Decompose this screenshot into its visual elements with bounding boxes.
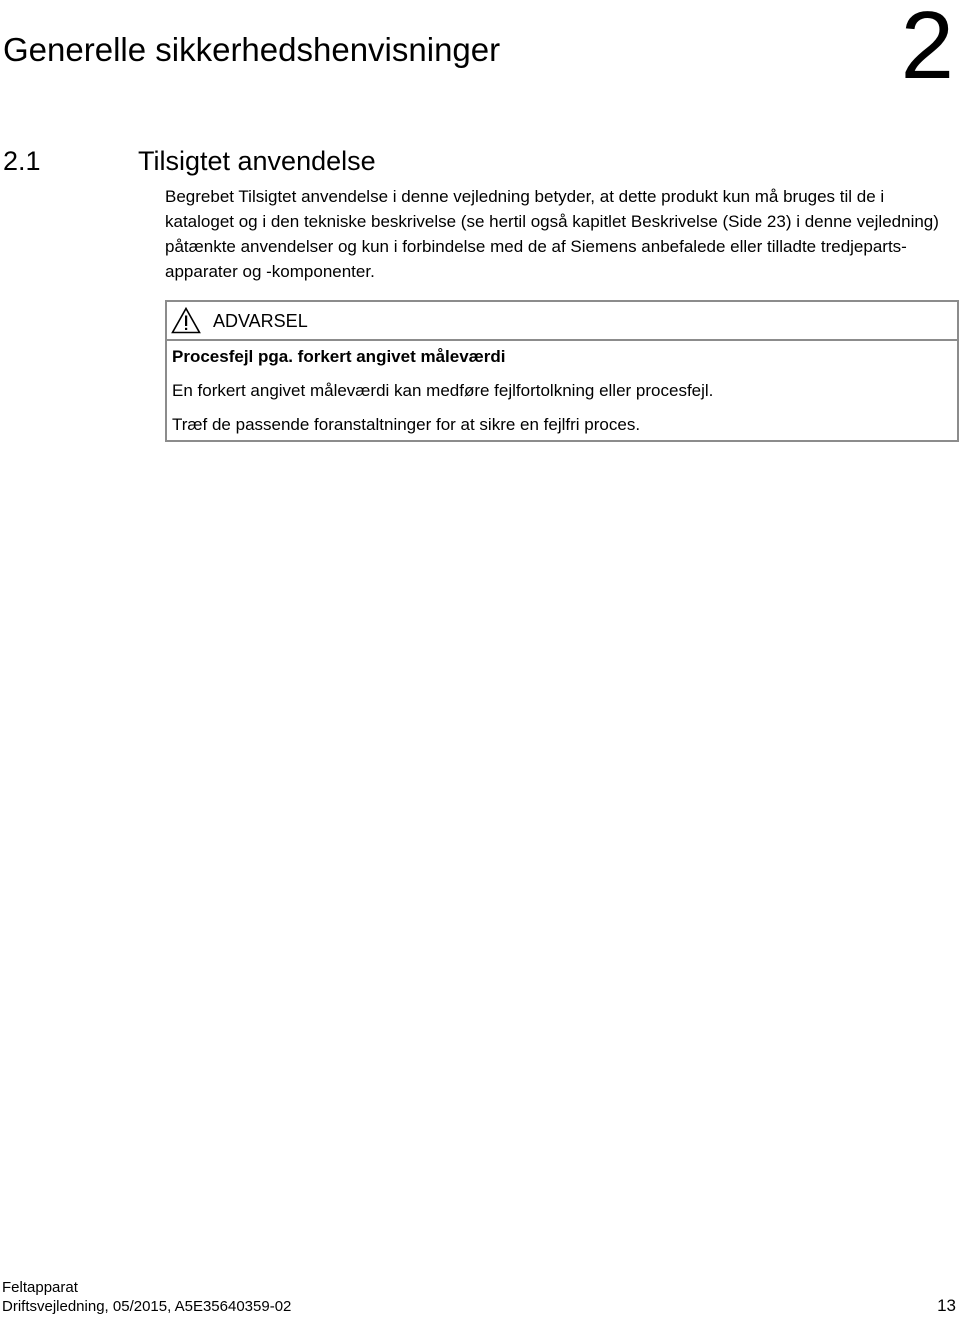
footer-document-info: Driftsvejledning, 05/2015, A5E35640359-02 [2, 1298, 292, 1315]
page-number: 13 [937, 1296, 956, 1315]
section-title: Tilsigtet anvendelse [138, 146, 376, 176]
warning-remedy-text: Træf de passende foranstaltninger for at sikre en fejlfri proces. [172, 415, 641, 434]
warning-box [165, 300, 959, 442]
chapter-title: Generelle sikkerhedshenvisninger [3, 31, 501, 68]
section-body-text: Begrebet Tilsigtet anvendelse i denne vejledning betyder, at dette produkt kun må bruges til de i kataloget og i den tekniske beskrivelse (se hertil også kapitlet Beskrivelse (Side 23) i denne vejledning) påtænkte anvendelser og kun i forbindelse med de af Siemens anbefalede eller tilladte tredjeparts-apparater og -komponenter. [165, 187, 939, 281]
chapter-number: 2 [900, 0, 954, 99]
section-number: 2.1 [3, 146, 41, 176]
warning-triangle-icon [171, 307, 201, 334]
warning-header [167, 302, 957, 341]
footer-product-name: Feltapparat [2, 1279, 78, 1296]
warning-consequence-text: En forkert angivet måleværdi kan medføre fejlfortolkning eller procesfejl. [172, 381, 714, 400]
warning-subtitle: Procesfejl pga. forkert angivet måleværdi [172, 347, 506, 366]
warning-label: ADVARSEL [213, 311, 308, 331]
